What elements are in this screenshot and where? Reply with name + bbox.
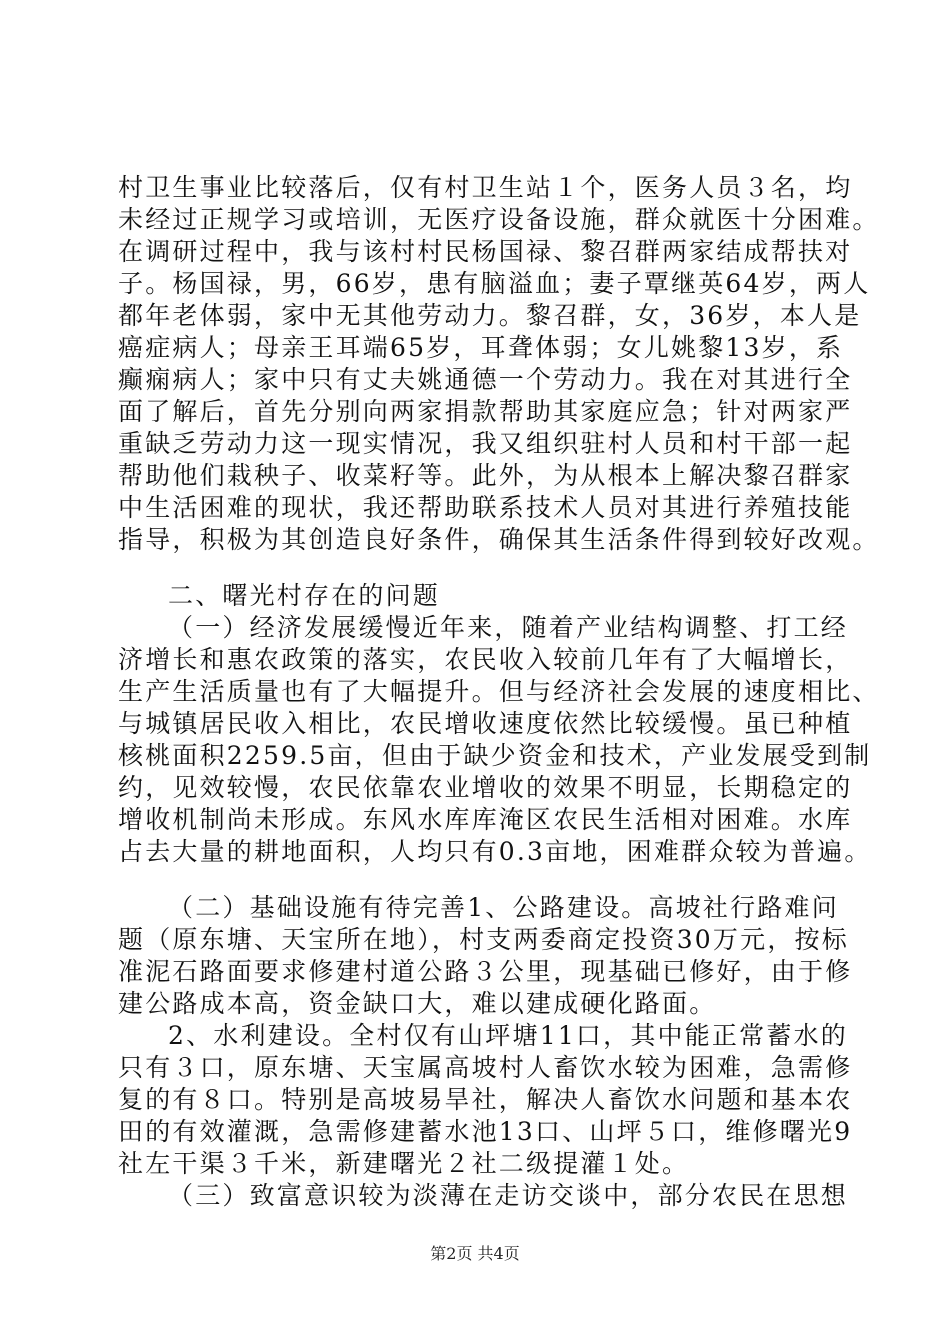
paragraph-2-line: 占去大量的耕地面积，人均只有0.3亩地，困难群众较为普遍。: [118, 837, 872, 866]
paragraph-1-line: 帮助他们栽秧子、收菜籽等。此外，为从根本上解决黎召群家: [118, 461, 853, 490]
section-heading: 二、曙光村存在的问题: [168, 581, 441, 610]
paragraph-2-line: 约，见效较慢，农民依靠农业增收的效果不明显，长期稳定的: [118, 773, 853, 802]
paragraph-1-line: 都年老体弱，家中无其他劳动力。黎召群，女，36岁，本人是: [118, 301, 862, 330]
page-number-footer: 第2页 共4页: [430, 1244, 520, 1263]
paragraph-4-line: 复的有８口。特别是高坡易旱社，解决人畜饮水问题和基本农: [118, 1085, 853, 1114]
paragraph-3-line: 准泥石路面要求修建村道公路３公里，现基础已修好，由于修: [118, 957, 853, 986]
paragraph-3-line: 题（原东塘、天宝所在地），村支两委商定投资30万元，按标: [118, 925, 849, 954]
paragraph-1-line: 子。杨国禄，男，66岁，患有脑溢血；妻子覃继英64岁，两人: [118, 269, 871, 298]
paragraph-1-line: 村卫生事业比较落后，仅有村卫生站１个，医务人员３名，均: [118, 173, 853, 202]
paragraph-5-line: （三）致富意识较为淡薄在走访交谈中，部分农民在思想: [168, 1181, 849, 1210]
paragraph-1-line: 未经过正规学习或培训，无医疗设备设施，群众就医十分困难。: [118, 205, 880, 234]
paragraph-1-line: 指导，积极为其创造良好条件，确保其生活条件得到较好改观。: [118, 525, 880, 554]
paragraph-1-line: 面了解后，首先分别向两家捐款帮助其家庭应急；针对两家严: [118, 397, 853, 426]
paragraph-4-line: 田的有效灌溉，急需修建蓄水池13口、山坪５口，维修曙光9: [118, 1117, 853, 1146]
paragraph-2-line: 济增长和惠农政策的落实，农民收入较前几年有了大幅增长，: [118, 645, 853, 674]
paragraph-4-line: 2、水利建设。全村仅有山坪塘11口，其中能正常蓄水的: [168, 1021, 848, 1050]
paragraph-4-line: 只有３口，原东塘、天宝属高坡村人畜饮水较为困难，急需修: [118, 1053, 853, 1082]
paragraph-1-line: 癌症病人；母亲王耳端65岁，耳聋体弱；女儿姚黎13岁，系: [118, 333, 844, 362]
paragraph-3-line: 建公路成本高，资金缺口大，难以建成硬化路面。: [118, 989, 717, 1018]
paragraph-2-line: 核桃面积2259.5亩，但由于缺少资金和技术，产业发展受到制: [118, 741, 872, 770]
paragraph-1-line: 癫痫病人；家中只有丈夫姚通德一个劳动力。我在对其进行全: [118, 365, 853, 394]
paragraph-1-line: 重缺乏劳动力这一现实情况，我又组织驻村人员和村干部一起: [118, 429, 853, 458]
paragraph-3-line: （二）基础设施有待完善1、公路建设。高坡社行路难问: [168, 893, 839, 922]
paragraph-4-line: 社左干渠３千米，新建曙光２社二级提灌１处。: [118, 1149, 690, 1178]
paragraph-1-line: 中生活困难的现状，我还帮助联系技术人员对其进行养殖技能: [118, 493, 853, 522]
paragraph-2-line: 与城镇居民收入相比，农民增收速度依然比较缓慢。虽已种植: [118, 709, 853, 738]
paragraph-1-line: 在调研过程中，我与该村村民杨国禄、黎召群两家结成帮扶对: [118, 237, 853, 266]
paragraph-2-line: 增收机制尚未形成。东风水库库淹区农民生活相对困难。水库: [118, 805, 853, 834]
paragraph-2-line: 生产生活质量也有了大幅提升。但与经济社会发展的速度相比、: [118, 677, 880, 706]
paragraph-2-line: （一）经济发展缓慢近年来，随着产业结构调整、打工经: [168, 613, 849, 642]
